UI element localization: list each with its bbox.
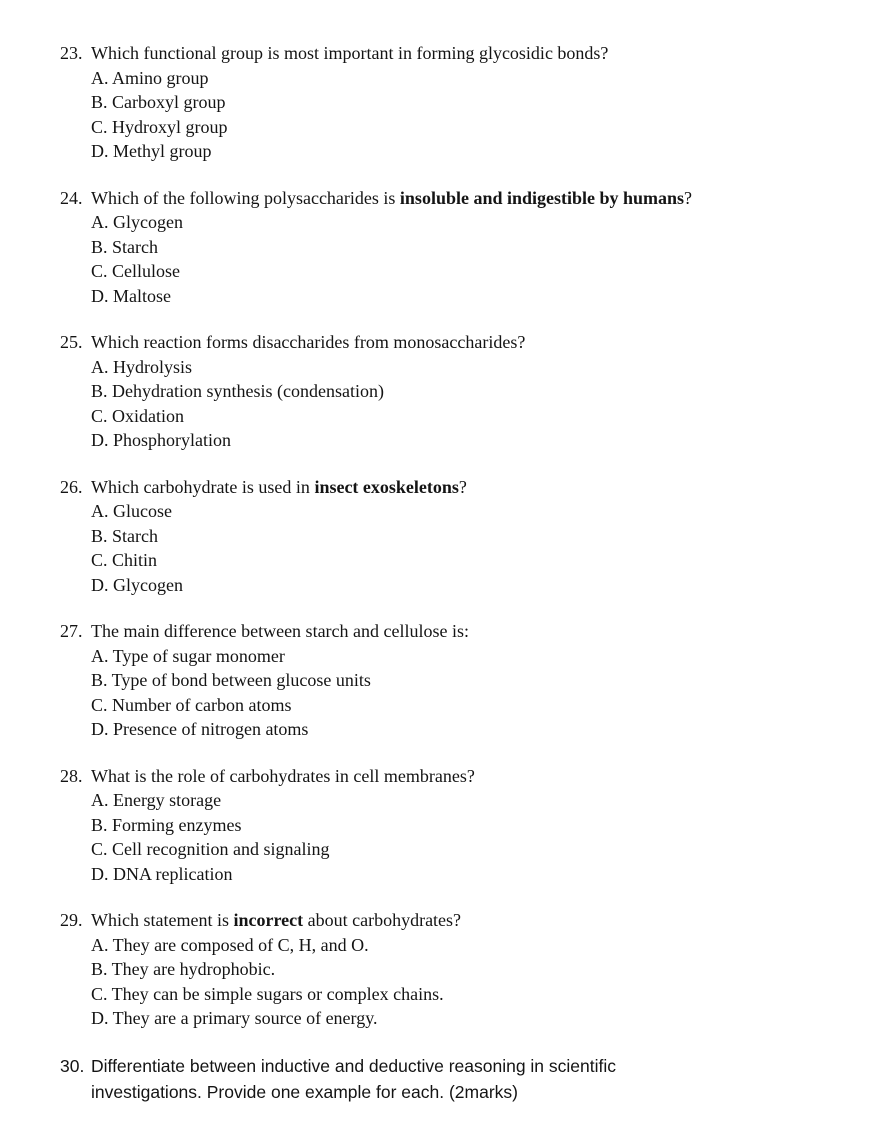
question-27 [60, 619, 834, 742]
option-b: B. Carboxyl group [91, 92, 226, 112]
option-a: A. They are composed of C, H, and O. [91, 934, 369, 955]
option-d: D. Methyl group [91, 141, 212, 161]
option-c: C. Oxidation [91, 405, 184, 426]
question-number: 30. [60, 1055, 85, 1076]
option-c: C. Chitin [91, 550, 158, 570]
question-number: 28. [60, 765, 83, 786]
question-text-pre: What is the role of carbohydrates in cell membranes? [91, 765, 475, 786]
question-text-pre: Which reaction forms disaccharides from monosaccharides? [91, 332, 526, 352]
question-text-bold: incorrect [233, 910, 304, 930]
question-body [91, 475, 834, 598]
option-a: A. Glucose [91, 501, 172, 521]
option-d: D. They are a primary source of energy. [91, 1008, 378, 1028]
question-text [91, 330, 834, 355]
option-d: D. DNA replication [91, 863, 233, 884]
question-text [91, 475, 834, 500]
option-a: A. Glycogen [91, 212, 183, 232]
question-body [91, 619, 834, 742]
question-number: 26. [60, 476, 83, 497]
option-a: A. Hydrolysis [91, 356, 193, 377]
question-body [91, 908, 834, 1031]
question-text [91, 908, 834, 933]
option-a: A. Amino group [91, 67, 209, 88]
question-text [91, 764, 834, 789]
option-d: D. Presence of nitrogen atoms [91, 719, 309, 739]
question-body [91, 41, 834, 164]
question-text-pre: Which of the following polysaccharides is [91, 187, 400, 208]
question-text-pre: Which functional group is most important in forming glycosidic bonds? [91, 43, 609, 63]
question-28 [60, 764, 834, 887]
option-d: D. Glycogen [91, 574, 183, 595]
option-b: B. Type of bond between glucose units [91, 670, 371, 690]
question-30 [60, 1053, 834, 1105]
option-b: B. Starch [91, 525, 158, 546]
question-number: 25. [60, 332, 83, 352]
option-b: B. Forming enzymes [91, 814, 242, 835]
question-text-pre: Which carbohydrate is used in [91, 476, 315, 497]
question-text [91, 186, 834, 211]
option-a: A. Type of sugar monomer [91, 645, 285, 666]
question-23 [60, 41, 834, 164]
question-text-line-1: Differentiate between inductive and deductive reasoning in scientific [91, 1055, 616, 1076]
option-c: C. Cellulose [91, 261, 180, 281]
question-text-line-2: investigations. Provide one example for each. (2marks) [91, 1081, 519, 1102]
question-number: 29. [60, 910, 83, 930]
option-c: C. Number of carbon atoms [91, 694, 292, 715]
option-a: A. Energy storage [91, 790, 222, 810]
option-d: D. Phosphorylation [91, 430, 232, 450]
question-number: 23. [60, 43, 83, 63]
question-body [91, 1053, 834, 1105]
question-text [91, 41, 834, 66]
option-c: C. They can be simple sugars or complex chains. [91, 983, 444, 1004]
question-text [91, 619, 834, 644]
question-body [91, 330, 834, 453]
question-text-post: about carbohydrates? [303, 910, 462, 930]
question-text-post: ? [684, 187, 693, 208]
question-text-pre: The main difference between starch and cellulose is: [91, 621, 470, 641]
question-26 [60, 475, 834, 598]
question-number: 24. [60, 187, 83, 208]
question-number: 27. [60, 621, 83, 641]
question-25 [60, 330, 834, 453]
question-text-pre: Which statement is [91, 910, 234, 930]
option-c: C. Hydroxyl group [91, 116, 228, 137]
question-text-bold: insoluble and indigestible by humans [399, 187, 685, 208]
question-body [91, 186, 834, 309]
option-c: C. Cell recognition and signaling [91, 839, 330, 859]
question-29 [60, 908, 834, 1031]
option-d: D. Maltose [91, 285, 171, 306]
question-text-bold: insect exoskeletons [314, 476, 459, 497]
option-b: B. Starch [91, 236, 158, 257]
option-b: B. They are hydrophobic. [91, 959, 276, 979]
option-b: B. Dehydration synthesis (condensation) [91, 381, 384, 401]
question-body [91, 764, 834, 887]
question-text-post: ? [458, 476, 467, 497]
question-24 [60, 186, 834, 309]
